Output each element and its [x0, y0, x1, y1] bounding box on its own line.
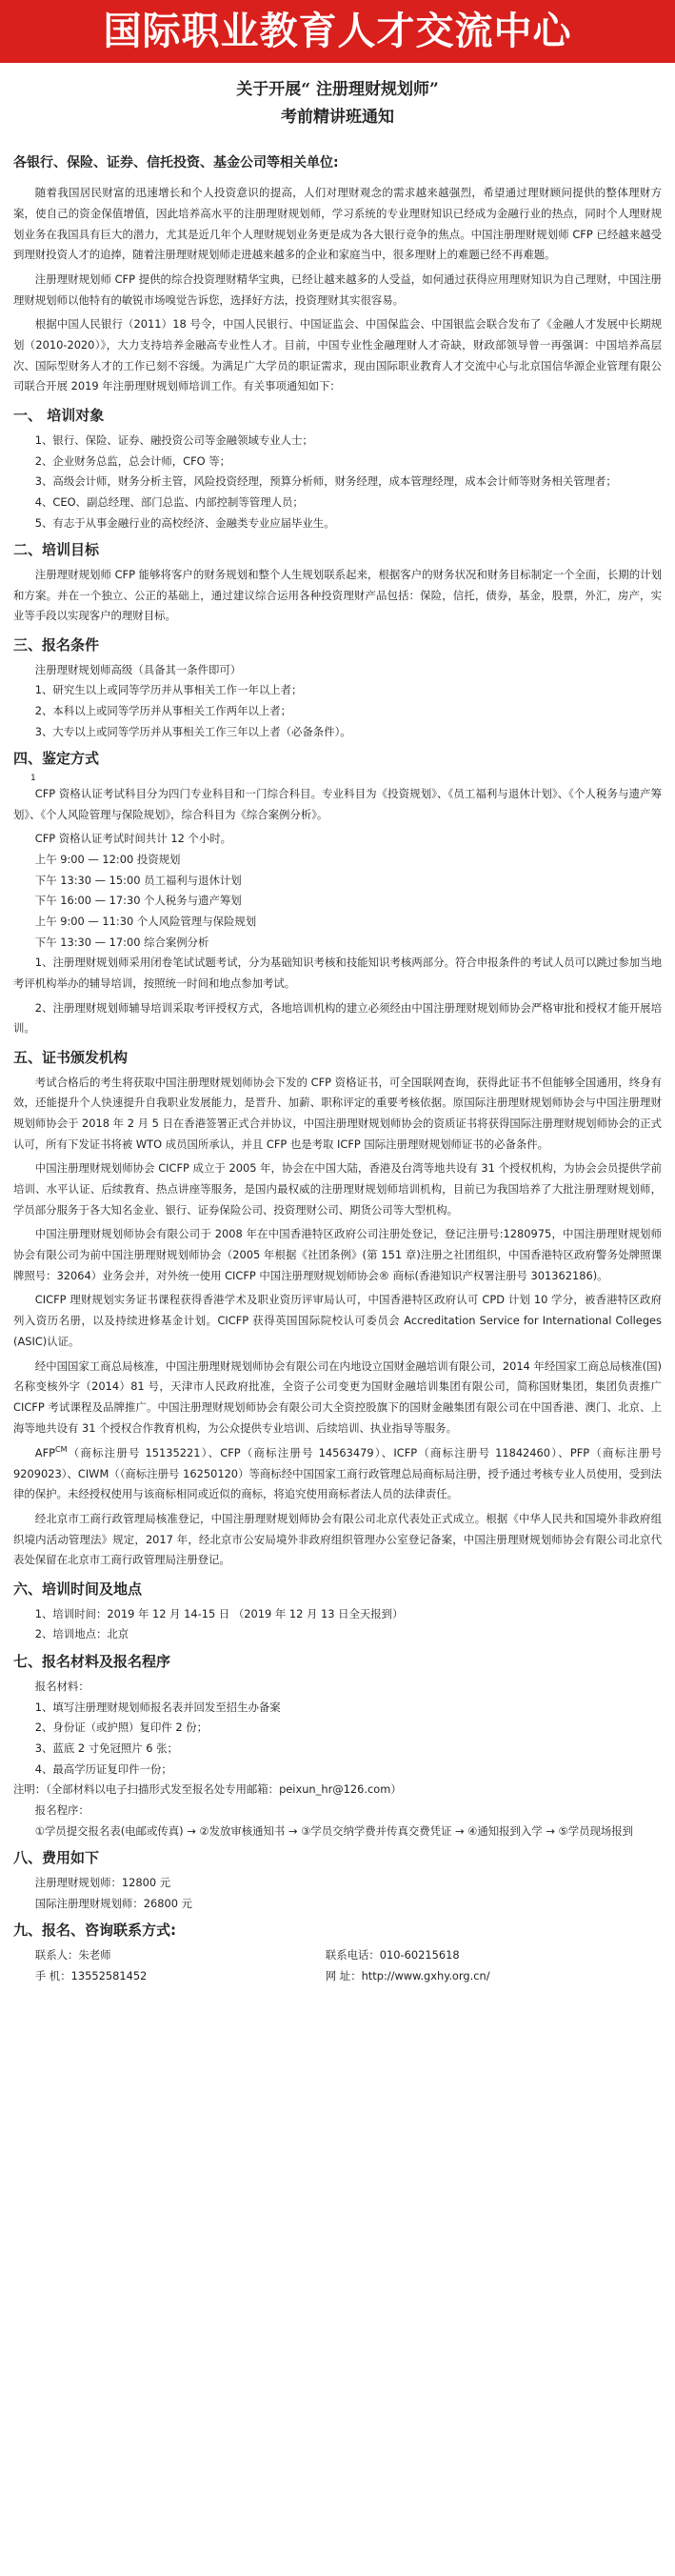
list-item: 5、有志于从事金融行业的高校经济、金融类专业应届毕业生。 [34, 515, 335, 530]
list-item: 4、CEO、副总经理、部门总监、内部控制等管理人员； [34, 494, 304, 509]
section-paragraph: 中国注册理财规划师协会 CICFP 成立于 2005 年，协会在中国大陆，香港及台湾等地共设有 31 个授权机构，为协会会员提供学前培训、水平认证、后续教育、热点讲座等服务，是国内最权威的注册理财规划师培训机构，目前已为我国培养了大批注册理财规划师，学员部分服务于各大知名金业、银行、证券保险公司、投资理财公司、期货公司等大型机构。 [13, 1161, 662, 1217]
list-item: 2、企业财务总监，总会计师，CFO 等； [34, 453, 230, 468]
schedule-row: 下午 16:00 — 17:30 个人税务与遗产筹划 [34, 894, 242, 908]
section-title-registration: 七、报名材料及报名程序 [13, 1653, 171, 1671]
list-item: 2、培训地点：北京 [34, 1627, 129, 1641]
document-body [0, 63, 675, 1986]
section-title-contact: 九、报名、咨询联系方式: [13, 1922, 176, 1940]
contact-row [13, 1945, 662, 1966]
intro-paragraph: 随着我国居民财富的迅速增长和个人投资意识的提高，人们对理财观念的需求越来越强烈，希望通过理财顾问提供的整体理财方案，使自己的资金保值增值，因此培养高水平的注册理财规划师，学习系统的专业理财知识已经成为金融行业的热点，同时个人理财规划业务在我国具有巨大的潜力，尤其是近几年个人理财规划业务更是成为各大银行竞争的焦点。中国注册理财规划师 CFP 已经越来越受到理财投资人才的追捧，随着注册理财规划师走进越来越多的企业和家庭当中，很多理财上的难题已经不再难题。 [13, 186, 662, 262]
section-paragraph: 考试合格后的考生将获取中国注册理财规划师协会下发的 CFP 资格证书，可全国联网查询，获得此证书不但能够全国通用，终身有效，还能提升个人快速提升自我职业发展能力，是晋升、加薪、职称评定的重要考核依据。原国际注册理财规划师协会与中国注册理财规划师协会于 2018 年 2 月 5 日在香港签署正式合并协议，中国注册理财规划师协会的资质证书将获得国际注册理财规划师协会的正式认可，所有下发证书将被 WTO 成员国所承认，并且 CFP 也是考取 ICFP 国际注册理财规划师证书的必备条件。 [13, 1075, 662, 1151]
list-item: 2、本科以上或同等学历并从事相关工作两年以上者； [34, 704, 292, 718]
list-item: 3、高级会计师，财务分析主管，风险投资经理，预算分析师，财务经理，成本管理经理，成本会计师等财务相关管理者； [34, 474, 617, 489]
list-item: 3、蓝底 2 寸免冠照片 6 张； [34, 1741, 178, 1755]
section-paragraph: CFP 资格认证考试科目分为四门专业科目和一门综合科目。专业科目为《投资规划》、《员工福利与退休计划》、《个人税务与遗产筹划》、《个人风险管理与保险规划》，综合科目为《综合案例分析》。 [13, 786, 662, 821]
banner-title: 国际职业教育人才交流中心 [0, 0, 675, 63]
list-item: 1、银行、保险、证券、融投资公司等金融领域专业人士； [34, 433, 313, 447]
contact-phone: 联系电话：010-60215618 [325, 1948, 460, 1962]
trademark-afp: AFP [34, 1445, 56, 1459]
notice-title-line2: 考前精讲班通知 [281, 107, 394, 127]
materials-note: 注明：（全部材料以电子扫描形式发至报名处专用邮箱：peixun_hr@126.com） [13, 1782, 402, 1797]
section-paragraph: CICFP 理财规划实务证书课程获得香港学术及职业资历评审局认可，中国香港特区政府认可 CPD 计划 10 学分，被香港特区政府列入资历名册，以及持续进修基金计划。CICFP 获得英国国际院校认可委员会 Accreditation Service for International Colleges (ASIC)认证。 [13, 1293, 662, 1348]
list-item: 4、最高学历证复印件一份； [34, 1761, 172, 1776]
section-title-certificate-issuer: 五、证书颁发机构 [13, 1049, 129, 1067]
section-title-eligibility: 三、报名条件 [13, 635, 100, 654]
exam-duration: CFP 资格认证考试时间共计 12 个小时。 [34, 832, 231, 846]
section-note: 2、注册理财规划师辅导培训采取考评授权方式，各地培训机构的建立必须经由中国注册理财规划师协会严格审批和授权才能开展培训。 [13, 1000, 662, 1036]
salutation: 各银行、保险、证券、信托投资、基金公司等相关单位: [13, 154, 339, 171]
section-paragraph: 经中国国家工商总局核准，中国注册理财规划师协会有限公司在内地设立国财金融培训有限公司，2014 年经国家工商总局核准(国)名称变核外字（2014）81 号，天津市人民政府批准，全资子公司变更为国财金融培训集团有限公司，简称国财集团，集团负责推广 CICFP 考试课程及品牌推广。中国注册理财规划师协会有限公司大全资控股旗下的国财金融集团有限公司在中国香港、澳门、北京、上海等地共设有 31 个授权合作教育机构，为公众提供专业培训、后续培训、执业指导等服务。 [13, 1358, 662, 1435]
trademark-text: （商标注册号 15135221）、CFP（商标注册号 14563479）、ICFP（商标注册号 11842460）、PFP（商标注册号 9209023）、CIWM（（商标注册号 16250120）等商标经中国国家工商行政管理总局商标局注册，授予通过考核专业人员使用，受到法律的保护。未经授权使用与该商标相同或近似的商标，将追究使用商标者法人员的法律责任。 [13, 1445, 662, 1501]
procedure-flow: ①学员提交报名表(电邮或传真) → ②发放审核通知书 → ③学员交纳学费并传真交费凭证 → ④通知报到入学 → ⑤学员现场报到 [34, 1823, 634, 1838]
notice-title-line1: 关于开展“ 注册理财规划师” [236, 80, 439, 99]
schedule-row: 下午 13:30 — 15:00 员工福利与退休计划 [34, 873, 242, 887]
section-note: 1、注册理财规划师采用闭卷笔试试题考试，分为基础知识考核和技能知识考核两部分。符合申报条件的考试人员可以跳过参加当地考评机构举办的辅导培训，按照统一时间和地点参加考试。 [13, 956, 662, 990]
schedule-row: 上午 9:00 — 11:30 个人风险管理与保险规划 [34, 914, 257, 928]
list-item: 1、研究生以上或同等学历并从事相关工作一年以上者； [34, 683, 303, 697]
list-item: 1、填写注册理财规划师报名表并回发至招生办备案 [34, 1700, 281, 1714]
procedure-title: 报名程序： [34, 1802, 89, 1817]
fee-item: 注册理财规划师：12800 元 [34, 1875, 171, 1889]
fee-item: 国际注册理财规划师：26800 元 [34, 1896, 192, 1910]
schedule-row: 上午 9:00 — 12:00 投资规划 [34, 852, 181, 866]
section-paragraph: 经北京市工商行政管理局核准登记，中国注册理财规划师协会有限公司北京代表处正式成立。根据《中华人民共和国境外非政府组织境内活动管理法》规定，2017 年，经北京市公安局境外非政府组织管理办公室登记备案，中国注册理财规划师协会有限公司北京代表处保留在北京市工商行政管理局注册登记。 [13, 1512, 662, 1567]
footnote-mark: 1 [30, 774, 36, 784]
section-paragraph: 注册理财规划师 CFP 能够将客户的财务规划和整个人生规划联系起来，根据客户的财务状况和财务目标制定一个全面，长期的计划和方案。并在一个独立、公正的基础上，通过建议综合运用各种投资理财产品包括：保险，信托，债券，基金，股票，外汇，房产，实业等手段以实现客户的理财目标。 [13, 567, 662, 623]
intro-paragraph: 注册理财规划师 CFP 提供的综合投资理财精华宝典，已经让越来越多的人受益，如何通过获得应用理财知识为自己理财，中国注册理财规划师以他特有的敏锐市场嗅觉告诉您，选择好方法，投资理财其实很容易。 [13, 272, 662, 307]
list-item: 3、大专以上或同等学历并从事相关工作三年以上者（必备条件）。 [34, 724, 351, 738]
trademark-paragraph [13, 1442, 662, 1505]
section-title-fees: 八、费用如下 [13, 1849, 100, 1867]
section-title-assessment: 四、鉴定方式 [13, 750, 100, 768]
section-title-time-location: 六、培训时间及地点 [13, 1580, 143, 1599]
eligibility-lead: 注册理财规划师高级（具备其一条件即可） [34, 662, 242, 676]
schedule-row: 下午 13:30 — 17:00 综合案例分析 [34, 935, 209, 949]
contact-website[interactable]: 网 址：http://www.gxhy.org.cn/ [325, 1968, 490, 1982]
contact-row [13, 1966, 662, 1987]
section-title-training-goals: 二、培训目标 [13, 541, 100, 559]
trademark-cm-mark: CM [55, 1445, 68, 1455]
list-item: 2、身份证（或护照）复印件 2 份； [34, 1721, 208, 1735]
section-title-training-targets: 一、 培训对象 [13, 407, 105, 425]
contact-person: 联系人：朱老师 [34, 1948, 111, 1962]
intro-paragraph: 根据中国人民银行（2011）18 号令，中国人民银行、中国证监会、中国保监会、中国银监会联合发布了《金融人才发展中长期规划（2010-2020）》，大力支持培养金融高专业性人才。目前，中国专业性金融理财人才奇缺，财政部领导曾一再强调：中国培养高层次、国际型财务人才的工作已刻不容缓。为满足广大学员的职证需求，现由国际职业教育人才交流中心与北京国信华源企业管理有限公司联合开展 2019 年注册理财规划师培训工作。有关事项通知如下： [13, 317, 662, 393]
contact-mobile: 手 机：13552581452 [34, 1968, 148, 1982]
section-paragraph: 中国注册理财规划师协会有限公司于 2008 年在中国香港特区政府公司注册处登记，登记注册号:1280975，中国注册理财规划师协会有限公司为前中国注册理财规划师协会（2005 年根据《社团条例》(第 151 章)注册之社团组织，中国香港特区政府警务处牌照课牌照号：32064）业务会并，对外统一使用 CICFP 中国注册理财规划师协会® 商标(香港知识产权署注册号 301362186)。 [13, 1227, 662, 1282]
list-item: 1、培训时间：2019 年 12 月 14-15 日 （2019 年 12 月 13 日全天报到） [34, 1606, 404, 1620]
materials-title: 报名材料： [34, 1679, 89, 1693]
